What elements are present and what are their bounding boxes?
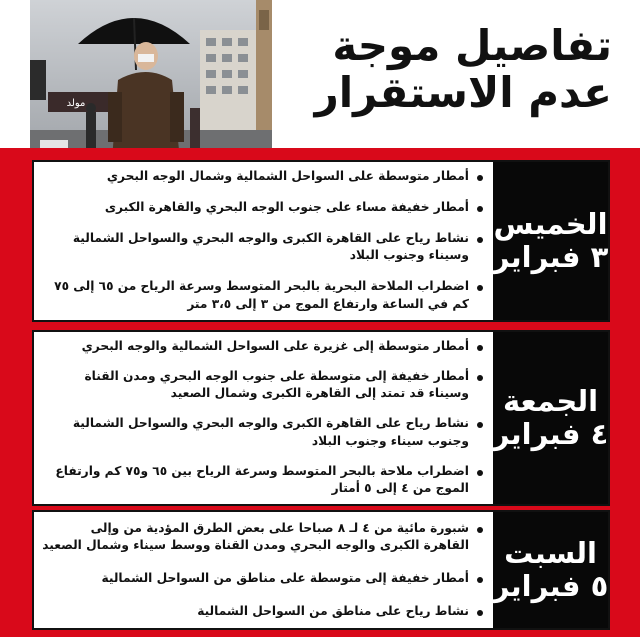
- forecast-item: نشاط رياح على القاهرة الكبرى والوجه البحري والسواحل الشمالية وسيناء وجنوب البلاد: [42, 230, 483, 265]
- title-line-1: تفاصيل موجة: [332, 21, 612, 70]
- forecast-item: نشاط رياح على مناطق من السواحل الشمالية: [42, 603, 483, 621]
- forecast-item: أمطار خفيفة إلى متوسطة على مناطق من السواحل الشمالية: [42, 570, 483, 588]
- forecast-item: اضطراب ملاحة بالبحر المتوسط وسرعة الرياح بين ٦٥ و٧٥ كم وارتفاع الموج من ٤ إلى ٥ أمتار: [42, 463, 483, 498]
- forecast-item: أمطار متوسطة إلى غزيرة على السواحل الشمالية والوجه البحري: [42, 338, 483, 356]
- billboard-sign: مولد: [66, 98, 86, 109]
- forecast-list: [42, 512, 483, 628]
- forecast-list: [42, 162, 483, 320]
- title-line-2: عدم الاستقرار: [314, 68, 612, 118]
- forecast-item: اضطراب الملاحة البحرية بالبحر المتوسط وسرعة الرياح من ٦٥ إلى ٧٥ كم في الساعة وارتفاع الموج من ٣ إلى ٣،٥ متر: [42, 278, 483, 313]
- forecast-panel-friday: [32, 330, 610, 506]
- day-block: [493, 512, 608, 628]
- day-date: ٤ فبراير: [492, 417, 609, 451]
- page-title: [282, 22, 612, 116]
- hero-photo: [30, 0, 272, 160]
- forecast-item: أمطار خفيفة إلى متوسطة على جنوب الوجه البحري ومدن القناة وسيناء قد تمتد إلى القاهرة الكبرى وشمال الصعيد: [42, 368, 483, 403]
- day-name: الخميس: [493, 206, 608, 241]
- day-name: الجمعة: [502, 383, 599, 418]
- forecast-panel-saturday: [32, 510, 610, 630]
- day-name: السبت: [504, 535, 597, 570]
- day-block: [493, 332, 608, 504]
- forecast-item: أمطار خفيفة مساء على جنوب الوجه البحري والقاهرة الكبرى: [42, 199, 483, 217]
- umbrella-person-photo-icon: [30, 0, 272, 160]
- day-date: ٥ فبراير: [492, 569, 609, 603]
- forecast-item: أمطار متوسطة على السواحل الشمالية وشمال الوجه البحري: [42, 168, 483, 186]
- forecast-item: شبورة مائية من ٤ لـ ٨ صباحا على بعض الطرق المؤدية من وإلى القاهرة الكبرى والوجه البحري ومدن القناة ووسط سيناء وشمال الصعيد: [42, 520, 483, 555]
- forecast-panel-thursday: [32, 160, 610, 322]
- day-date: ٣ فبراير: [492, 240, 609, 274]
- day-block: [493, 162, 608, 320]
- forecast-item: نشاط رياح على القاهرة الكبرى والوجه البحري والسواحل الشمالية وجنوب سيناء وجنوب البلاد: [42, 415, 483, 450]
- forecast-list: [42, 332, 483, 504]
